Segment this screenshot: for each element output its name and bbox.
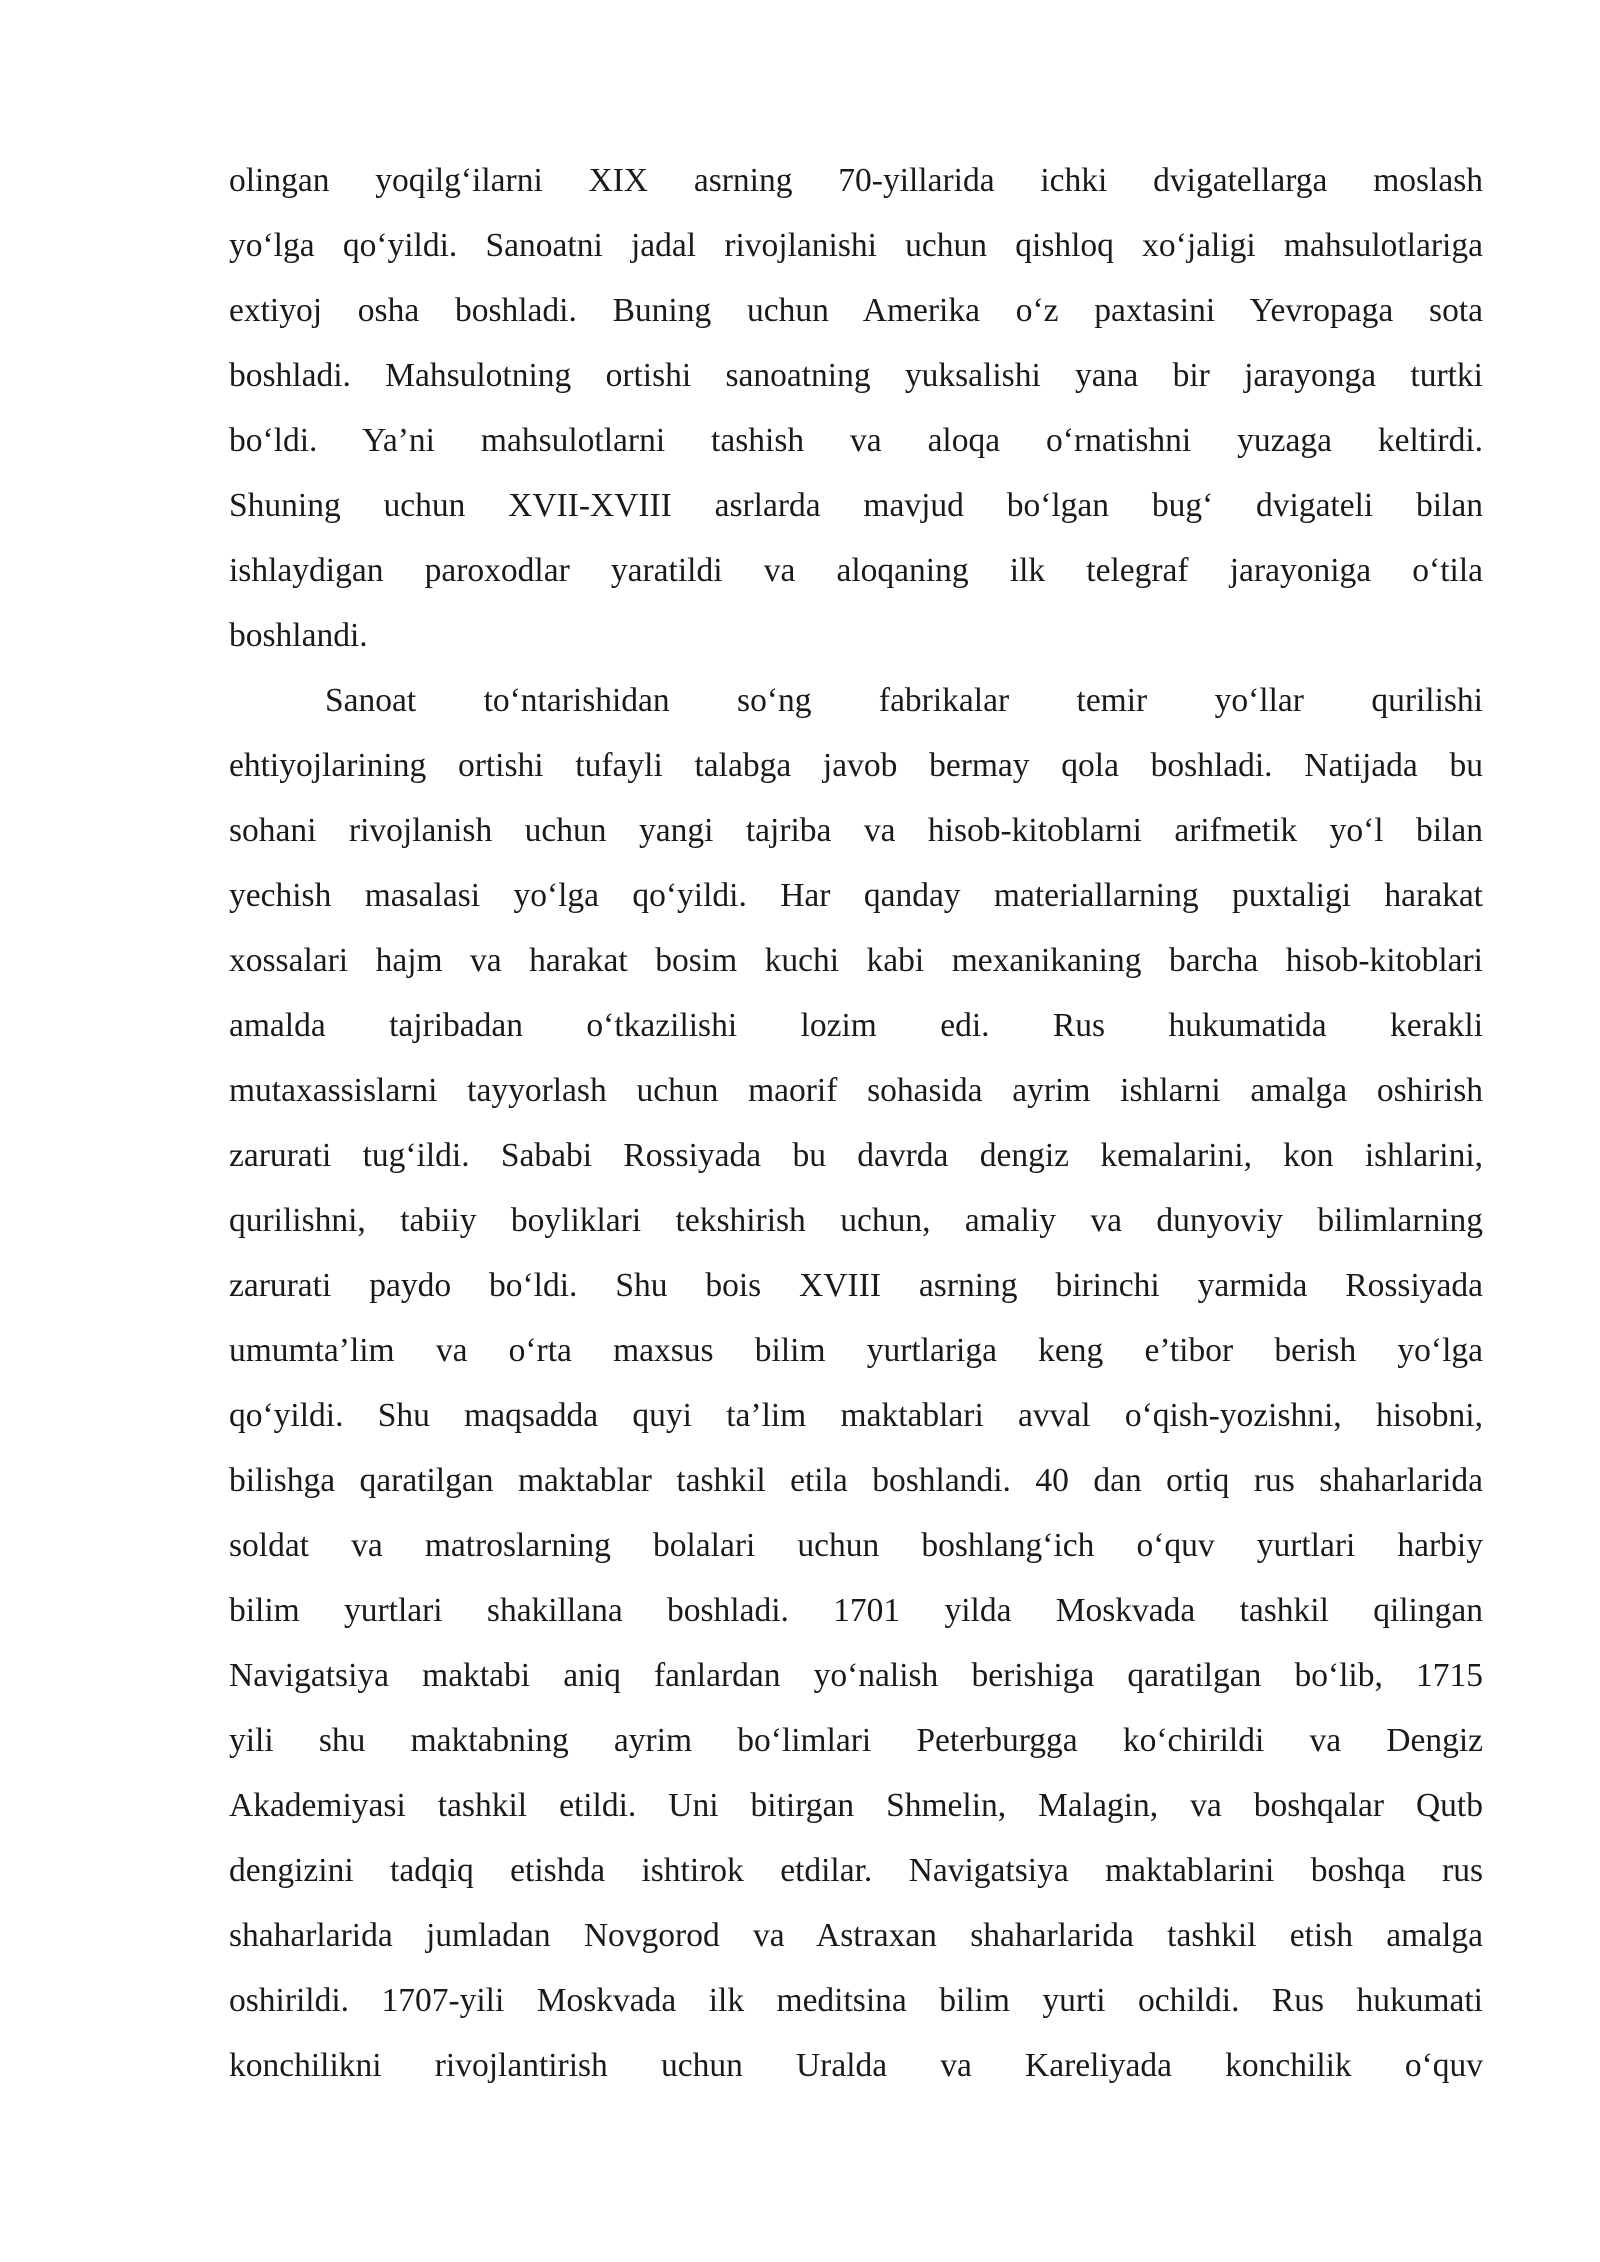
text-line: Shuning uchun XVII-XVIII asrlarda mavjud bo‘lgan bug‘ dvigateli bilan xyxy=(229,487,1483,524)
text-line: olingan yoqilg‘ilarni XIX asrning 70-yillarida ichki dvigatellarga moslash xyxy=(229,162,1483,199)
text-line: sohani rivojlanish uchun yangi tajriba va hisob-kitoblarni arifmetik yo‘l bilan xyxy=(229,812,1483,849)
text-line: soldat va matroslarning bolalari uchun boshlang‘ich o‘quv yurtlari harbiy xyxy=(229,1527,1483,1564)
text-line: umumta’lim va o‘rta maxsus bilim yurtlariga keng e’tibor berish yo‘lga xyxy=(229,1332,1483,1369)
text-line: ishlaydigan paroxodlar yaratildi va aloqaning ilk telegraf jarayoniga o‘tila xyxy=(229,552,1483,589)
text-line: boshladi. Mahsulotning ortishi sanoatning yuksalishi yana bir jarayonga turtki xyxy=(229,357,1483,394)
text-line: qo‘yildi. Shu maqsadda quyi ta’lim maktablari avval o‘qish-yozishni, hisobni, xyxy=(229,1397,1483,1434)
text-line: yili shu maktabning ayrim bo‘limlari Peterburgga ko‘chirildi va Dengiz xyxy=(229,1722,1483,1759)
text-line: zarurati tug‘ildi. Sababi Rossiyada bu davrda dengiz kemalarini, kon ishlarini, xyxy=(229,1137,1483,1174)
text-line: yechish masalasi yo‘lga qo‘yildi. Har qanday materiallarning puxtaligi harakat xyxy=(229,877,1483,914)
text-line: Akademiyasi tashkil etildi. Uni bitirgan Shmelin, Malagin, va boshqalar Qutb xyxy=(229,1787,1483,1824)
text-line: qurilishni, tabiiy boyliklari tekshirish uchun, amaliy va dunyoviy bilimlarning xyxy=(229,1202,1483,1239)
text-line: mutaxassislarni tayyorlash uchun maorif sohasida ayrim ishlarni amalga oshirish xyxy=(229,1072,1483,1109)
text-line: extiyoj osha boshladi. Buning uchun Amerika o‘z paxtasini Yevropaga sota xyxy=(229,292,1483,329)
text-line: amalda tajribadan o‘tkazilishi lozim edi. Rus hukumatida kerakli xyxy=(229,1007,1483,1044)
text-line: shaharlarida jumladan Novgorod va Astraxan shaharlarida tashkil etish amalga xyxy=(229,1917,1483,1954)
text-line: bilim yurtlari shakillana boshladi. 1701 yilda Moskvada tashkil qilingan xyxy=(229,1592,1483,1629)
text-line: yo‘lga qo‘yildi. Sanoatni jadal rivojlanishi uchun qishloq xo‘jaligi mahsulotlariga xyxy=(229,227,1483,264)
text-line: konchilikni rivojlantirish uchun Uralda va Kareliyada konchilik o‘quv xyxy=(229,2047,1483,2084)
text-line: Navigatsiya maktabi aniq fanlardan yo‘nalish berishiga qaratilgan bo‘lib, 1715 xyxy=(229,1657,1483,1694)
paragraph-first-line: Sanoat to‘ntarishidan so‘ng fabrikalar temir yo‘llar qurilishi xyxy=(325,682,1483,719)
text-line: xossalari hajm va harakat bosim kuchi kabi mexanikaning barcha hisob-kitoblari xyxy=(229,942,1483,979)
text-line: bilishga qaratilgan maktablar tashkil etila boshlandi. 40 dan ortiq rus shaharlarida xyxy=(229,1462,1483,1499)
text-line: bo‘ldi. Ya’ni mahsulotlarni tashish va aloqa o‘rnatishni yuzaga keltirdi. xyxy=(229,422,1483,459)
text-line: oshirildi. 1707-yili Moskvada ilk meditsina bilim yurti ochildi. Rus hukumati xyxy=(229,1982,1483,2019)
text-line: dengizini tadqiq etishda ishtirok etdilar. Navigatsiya maktablarini boshqa rus xyxy=(229,1852,1483,1889)
text-line: zarurati paydo bo‘ldi. Shu bois XVIII asrning birinchi yarmida Rossiyada xyxy=(229,1267,1483,1304)
text-line: ehtiyojlarining ortishi tufayli talabga javob bermay qola boshladi. Natijada bu xyxy=(229,747,1483,784)
text-line: boshlandi. xyxy=(229,617,368,654)
body-text xyxy=(229,148,1483,2098)
